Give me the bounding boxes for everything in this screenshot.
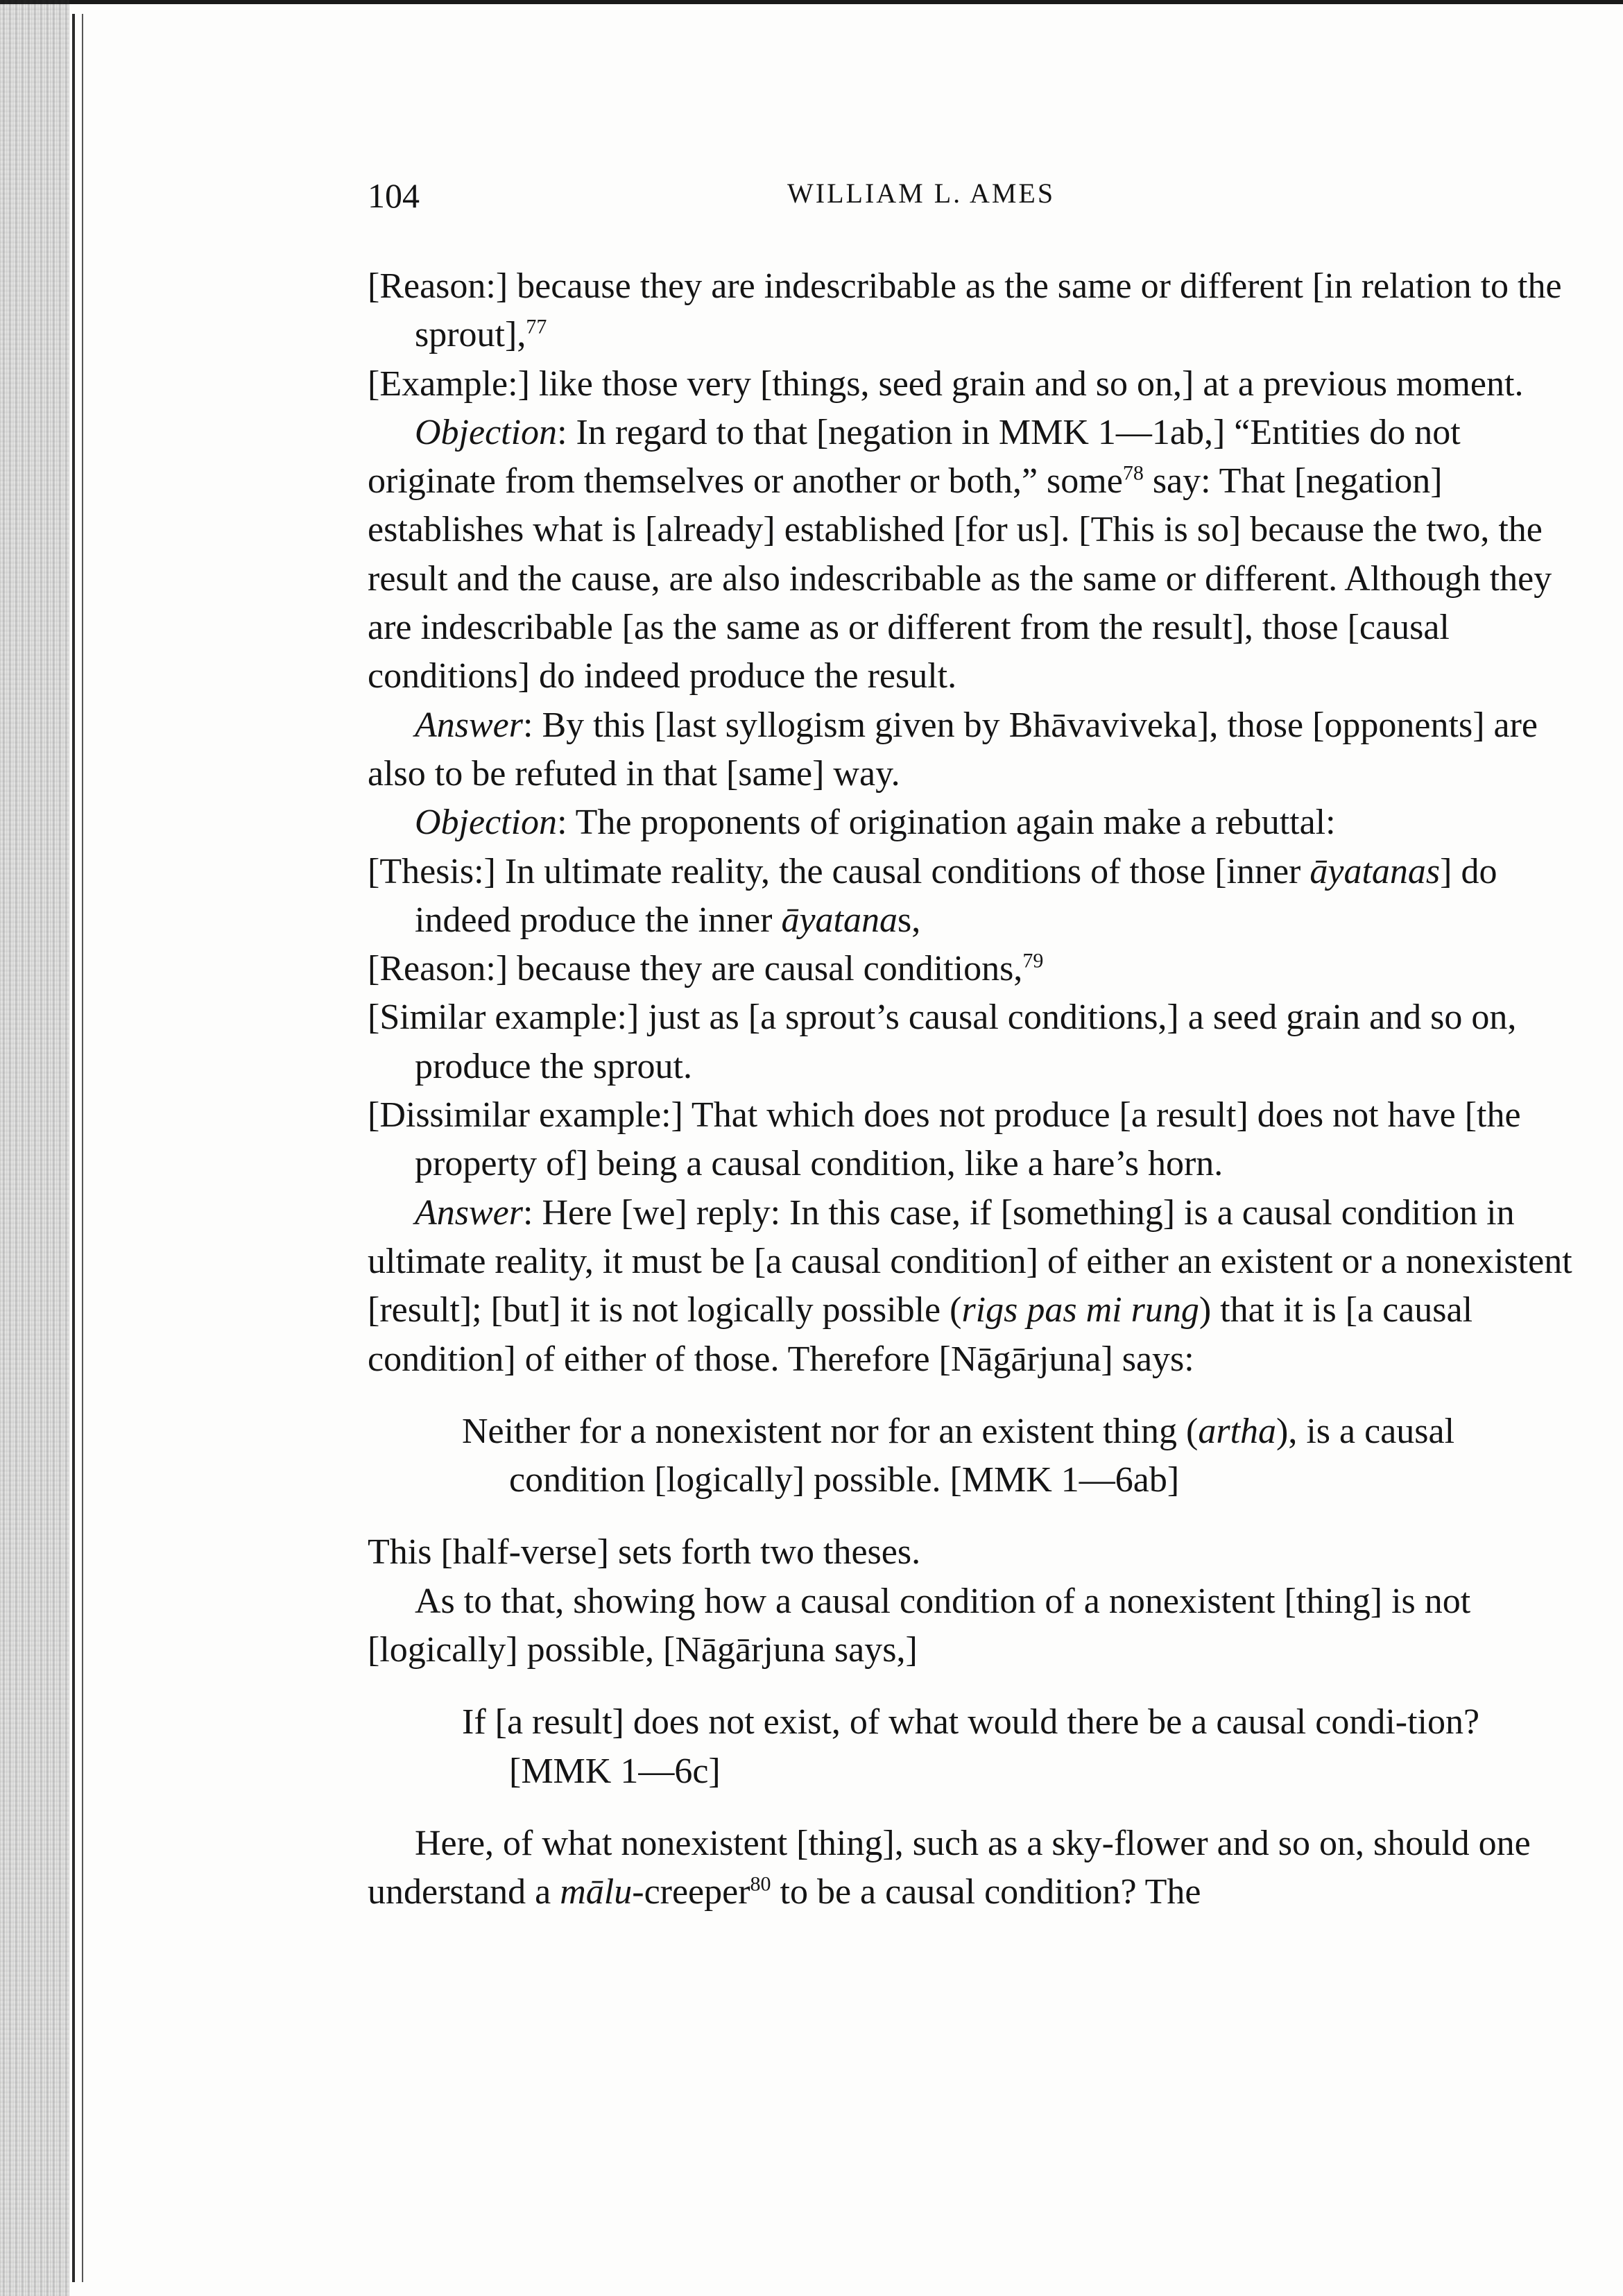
answer-label: Answer — [415, 1192, 523, 1233]
page-number: 104 — [368, 176, 420, 215]
objection-text: : In regard to that [negation in MMK 1—1ab,] “Entities do not originate from themselves or another or both,” some — [368, 412, 1461, 502]
spacer — [368, 1674, 1574, 1698]
footnote-marker: 77 — [526, 315, 547, 339]
sanskrit-term: āyatana — [781, 900, 898, 940]
body-paragraph: As to that, showing how a causal condition of a nonexistent [thing] is not [logically] possible, [Nāgārjuna says,] — [368, 1581, 1471, 1670]
body-text — [368, 262, 1574, 1917]
sanskrit-term: artha — [1198, 1411, 1277, 1451]
answer-text-cont: ) that it is [a causal condition] of either of those. Therefore [Nāgārjuna] says: — [368, 1290, 1473, 1379]
gutter-line — [72, 14, 75, 2282]
gutter-line — [82, 14, 83, 2282]
sanskrit-term: āyatanas — [1309, 851, 1441, 891]
syllogism-dissimilar-example: [Dissimilar example:] That which does not produce [a result] does not have [the property of] being a causal condition, like a hare’s horn. — [368, 1095, 1521, 1184]
thesis-text-cont: ] do indeed produce the inner — [415, 851, 1497, 940]
paragraph-text: Here, of what nonexistent [thing], such as a sky-flower and so on, should one understand a — [368, 1823, 1531, 1912]
scan-top-border — [0, 0, 1623, 4]
page-header — [368, 175, 1547, 224]
syllogism-example: [Example:] like those very [things, seed grain and so on,] at a previous moment. — [368, 363, 1524, 404]
verse-quote — [415, 1407, 1574, 1505]
footnote-marker: 78 — [1122, 461, 1144, 485]
answer-label: Answer — [415, 705, 523, 745]
binding-gutter-shadow — [0, 0, 69, 2296]
running-head: WILLIAM L. AMES — [787, 178, 1056, 209]
syllogism-reason — [368, 945, 1574, 993]
paragraph-text-cont: -creeper — [632, 1872, 750, 1912]
objection-label: Objection — [415, 412, 558, 452]
syllogism-similar-example: [Similar example:] just as [a sprout’s causal conditions,] a seed grain and so on, produce the sprout. — [368, 997, 1517, 1086]
footnote-marker: 79 — [1022, 949, 1044, 973]
answer-paragraph — [368, 1189, 1574, 1384]
half-verse-paragraph: This [half-verse] sets forth two theses. — [368, 1532, 921, 1573]
verse-quote: If [a result] does not exist, of what would there be a causal condi-tion? [MMK 1—6c] — [462, 1702, 1480, 1791]
objection-text: : The proponents of origination again make a rebuttal: — [557, 803, 1336, 843]
thesis-text-end: s, — [898, 900, 921, 940]
footnote-marker: 80 — [750, 1872, 771, 1896]
syllogism-reason — [368, 262, 1574, 360]
verse-text: Neither for a nonexistent nor for an existent thing ( — [462, 1411, 1199, 1451]
body-paragraph — [368, 1819, 1574, 1917]
syllogism-thesis — [368, 848, 1574, 945]
answer-paragraph — [368, 701, 1574, 799]
paragraph-text-end: to be a causal condition? The — [771, 1872, 1201, 1912]
thesis-text: [Thesis:] In ultimate reality, the causal conditions of those [inner — [368, 851, 1310, 891]
verse-text-cont: ), is a causal condition [logically] possible. [MMK 1—6ab] — [509, 1411, 1455, 1500]
objection-text-cont: say: That [negation] establishes what is [already] established [for us]. [This is so] because the two, the result and the cause, are also indescribable as the same or different. Although they are indescribable [as the same as or different from the result], those [causal conditions] do indeed produce the result. — [368, 461, 1552, 696]
spacer — [368, 1796, 1574, 1819]
objection-paragraph — [368, 798, 1574, 847]
reason-text: [Reason:] because they are indescribable as the same or different [in relation to the sprout], — [368, 266, 1562, 355]
spacer — [368, 1384, 1574, 1407]
reason-text: [Reason:] because they are causal conditions, — [368, 949, 1023, 989]
answer-text: : By this [last syllogism given by Bhāvaviveka], those [opponents] are also to be refuted in that [same] way. — [368, 705, 1538, 794]
spacer — [368, 1505, 1574, 1528]
tibetan-term: rigs pas mi rung — [961, 1290, 1199, 1330]
objection-label: Objection — [415, 803, 558, 843]
answer-text: : Here [we] reply: In this case, if [something] is a causal condition in ultimate reality, it must be [a causal condition] of either an existent or a nonexistent [result]; [but] it is not logically possible ( — [368, 1192, 1572, 1330]
objection-paragraph — [368, 409, 1574, 701]
sanskrit-term: mālu — [560, 1872, 633, 1912]
